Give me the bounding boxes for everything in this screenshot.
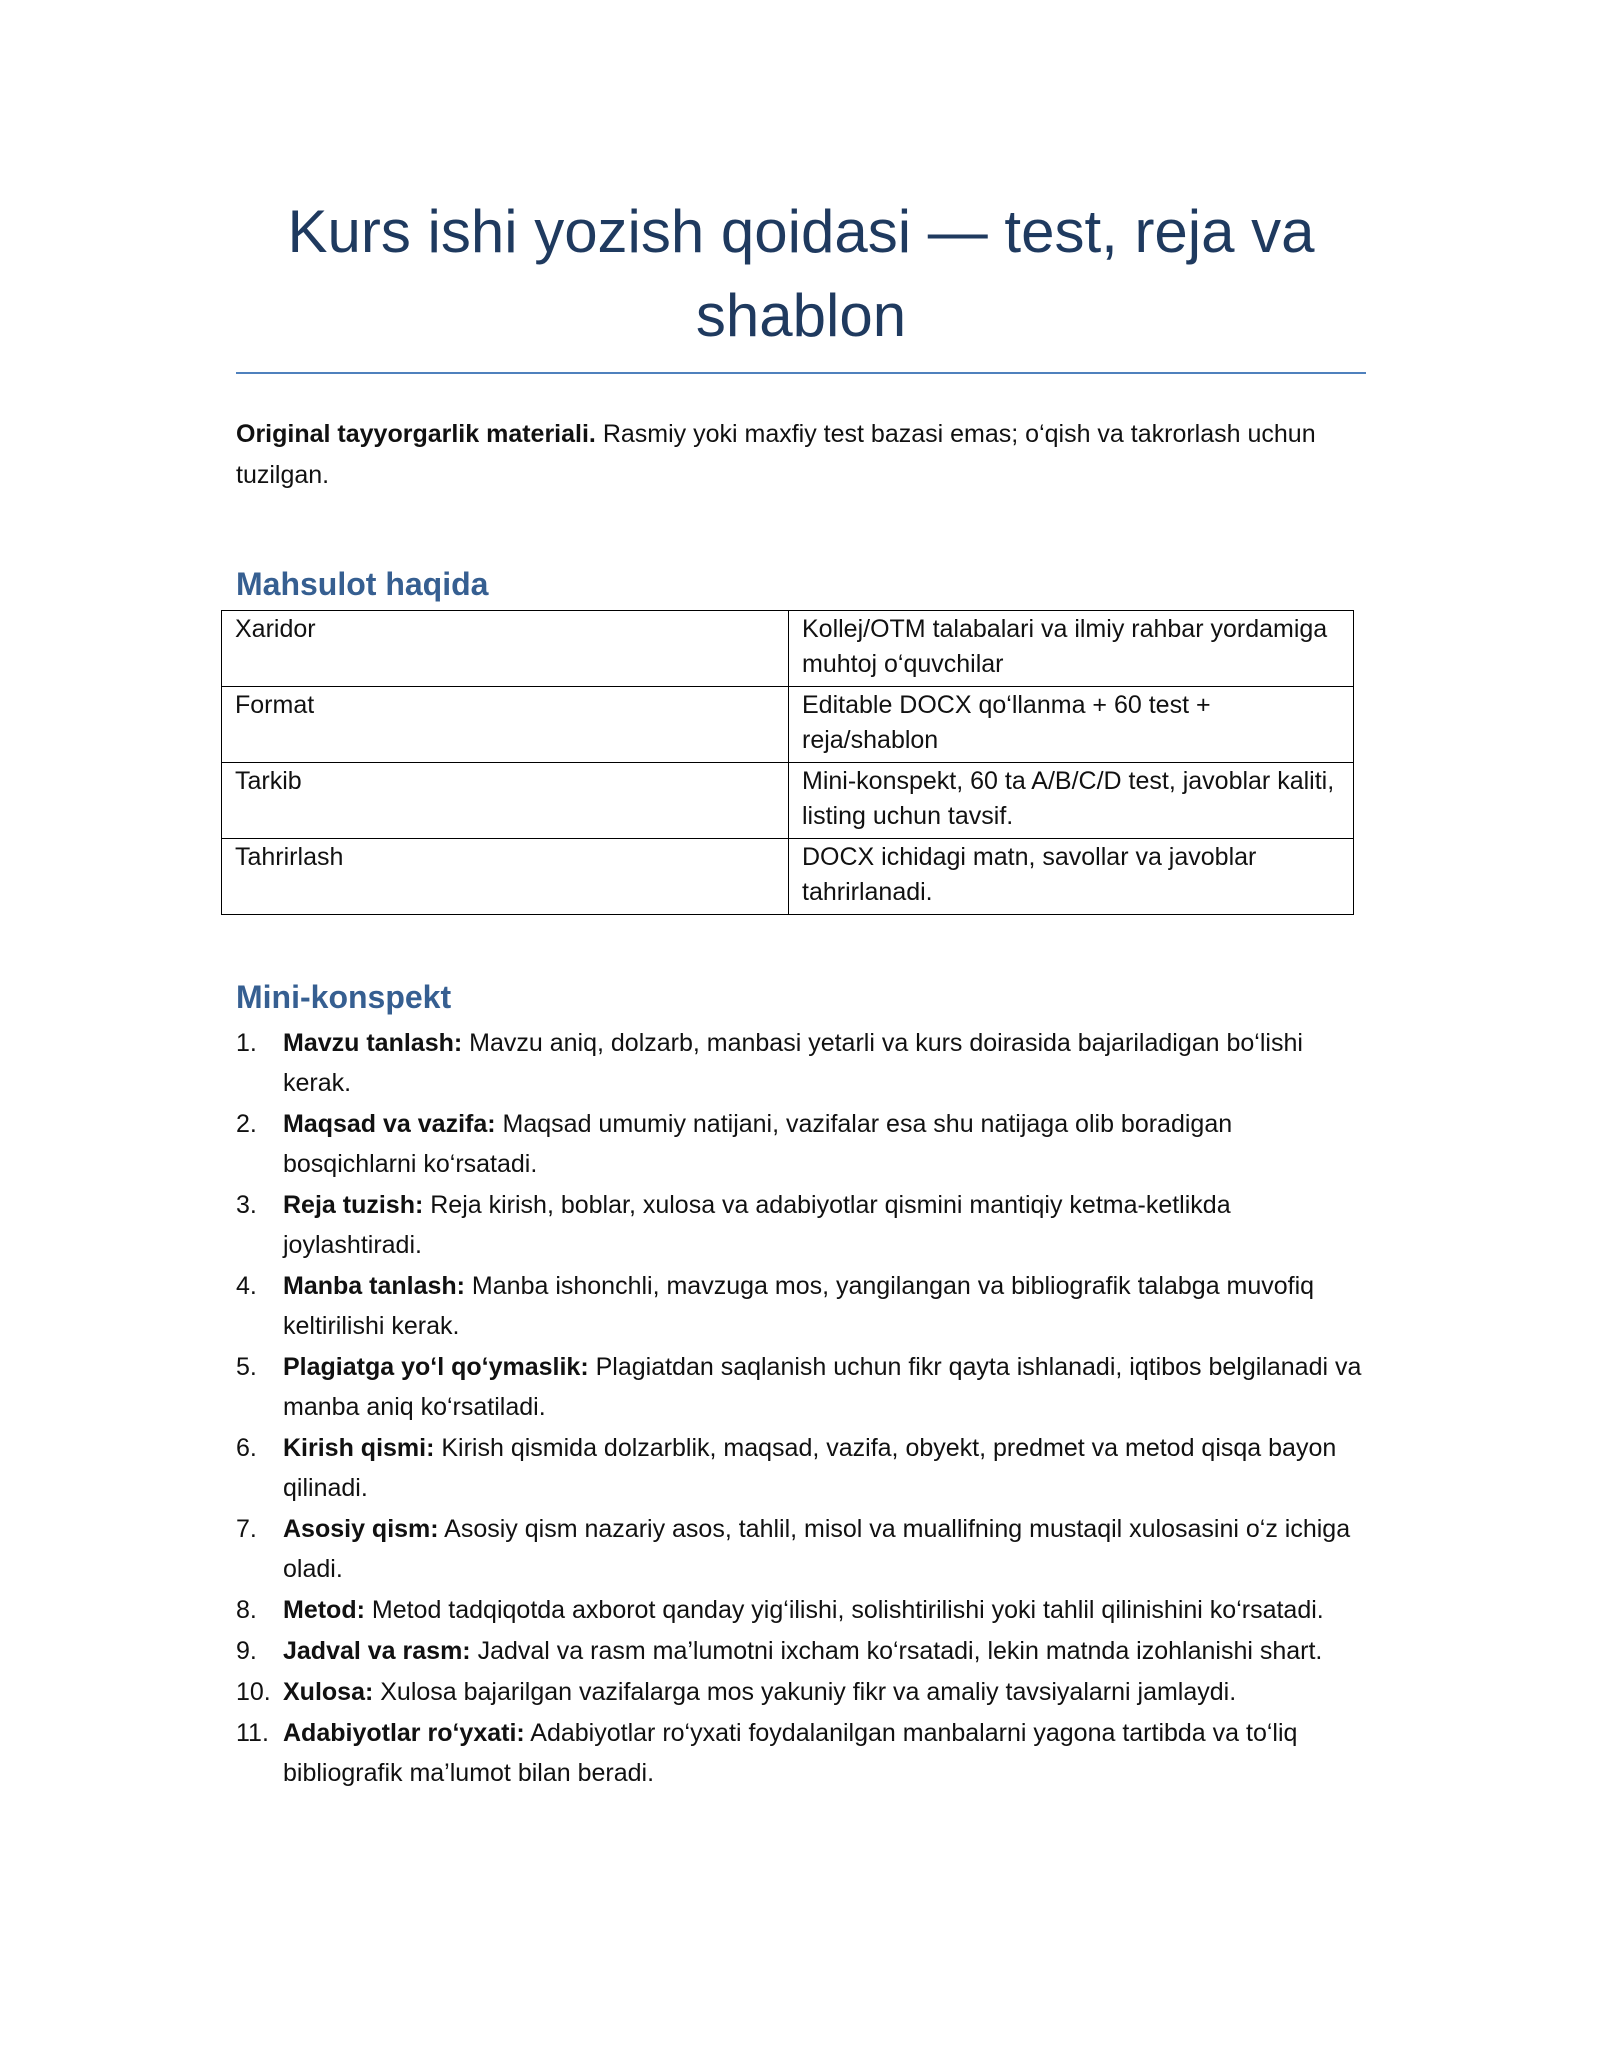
list-item-text: Manba ishonchli, mavzuga mos, yangilangan va bibliografik talabga muvofiq keltirilishi kerak. — [283, 1272, 1315, 1340]
list-item-term: Adabiyotlar ro‘yxati: — [283, 1719, 525, 1747]
table-value-cell: DOCX ichidagi matn, savollar va javoblar tahrirlanadi. — [789, 839, 1354, 915]
product-heading: Mahsulot haqida — [236, 566, 489, 602]
list-item-number: 11. — [236, 1719, 269, 1747]
list-item-text: Mavzu aniq, dolzarb, manbasi yetarli va kurs doirasida bajariladigan bo‘lishi kerak. — [283, 1029, 1303, 1097]
list-item — [236, 1590, 1366, 1630]
list-item-number: 10. — [236, 1678, 271, 1706]
table-row — [222, 687, 1354, 763]
list-item-text: Adabiyotlar ro‘yxati foydalanilgan manbalarni yagona tartibda va to‘liq bibliografik ma’lumot bilan beradi. — [283, 1719, 1298, 1787]
konspekt-heading: Mini-konspekt — [236, 979, 452, 1015]
table-value-cell: Kollej/OTM talabalari va ilmiy rahbar yordamiga muhtoj o‘quvchilar — [789, 611, 1354, 687]
intro-text: Rasmiy yoki maxfiy test bazasi emas; o‘qish va takrorlash uchun tuzilgan. — [236, 420, 1316, 489]
list-item-number: 1. — [236, 1029, 257, 1057]
list-item — [236, 1266, 1366, 1346]
list-item-term: Plagiatga yo‘l qo‘ymaslik: — [283, 1353, 589, 1381]
table-row — [222, 763, 1354, 839]
list-item-text: Jadval va rasm ma’lumotni ixcham ko‘rsatadi, lekin matnda izohlanishi shart. — [470, 1637, 1323, 1665]
list-item-text: Reja kirish, boblar, xulosa va adabiyotlar qismini mantiqiy ketma-ketlikda joylashtiradi. — [283, 1191, 1231, 1259]
list-item-number: 2. — [236, 1110, 257, 1138]
list-item-term: Jadval va rasm: — [283, 1637, 471, 1665]
list-item-term: Manba tanlash: — [283, 1272, 465, 1300]
list-item-term: Metod: — [283, 1596, 365, 1624]
table-value-cell: Mini-konspekt, 60 ta A/B/C/D test, javoblar kaliti, listing uchun tavsif. — [789, 763, 1354, 839]
list-item — [236, 1347, 1366, 1427]
intro-bold-text: Original tayyorgarlik materiali. — [236, 420, 596, 448]
list-item — [236, 1509, 1366, 1589]
list-item-text: Kirish qismida dolzarblik, maqsad, vazifa, obyekt, predmet va metod qisqa bayon qilinadi. — [283, 1434, 1337, 1502]
list-item-text: Xulosa bajarilgan vazifalarga mos yakuniy fikr va amaliy tavsiyalarni jamlaydi. — [373, 1678, 1237, 1706]
list-item-text: Maqsad umumiy natijani, vazifalar esa shu natijaga olib boradigan bosqichlarni ko‘rsatadi. — [283, 1110, 1233, 1178]
list-item-term: Xulosa: — [283, 1678, 374, 1706]
table-row — [222, 839, 1354, 915]
table-key-cell: Xaridor — [222, 611, 789, 687]
list-item — [236, 1428, 1366, 1508]
document-title: Kurs ishi yozish qoidasi — test, reja va shablon — [236, 190, 1366, 374]
list-item-text: Metod tadqiqotda axborot qanday yig‘ilishi, solishtirilishi yoki tahlil qilinishini ko‘rsatadi. — [364, 1596, 1324, 1624]
list-item-number: 5. — [236, 1353, 257, 1381]
list-item — [236, 1713, 1366, 1793]
table-key-cell: Tahrirlash — [222, 839, 789, 915]
list-item-number: 8. — [236, 1596, 257, 1624]
table-key-cell: Tarkib — [222, 763, 789, 839]
list-item — [236, 1023, 1366, 1103]
list-item — [236, 1185, 1366, 1265]
list-item-term: Maqsad va vazifa: — [283, 1110, 496, 1138]
intro-paragraph — [236, 414, 1366, 496]
list-item-term: Reja tuzish: — [283, 1191, 424, 1219]
list-item — [236, 1104, 1366, 1184]
list-item-term: Mavzu tanlash: — [283, 1029, 463, 1057]
list-item-number: 7. — [236, 1515, 257, 1543]
list-item — [236, 1672, 1366, 1712]
list-item — [236, 1631, 1366, 1671]
table-value-cell: Editable DOCX qo‘llanma + 60 test + reja/shablon — [789, 687, 1354, 763]
product-table — [221, 610, 1354, 915]
list-item-term: Asosiy qism: — [283, 1515, 439, 1543]
konspekt-list — [236, 1023, 1366, 1793]
list-item-number: 9. — [236, 1637, 257, 1665]
list-item-number: 6. — [236, 1434, 257, 1462]
table-row — [222, 611, 1354, 687]
list-item-number: 4. — [236, 1272, 257, 1300]
table-key-cell: Format — [222, 687, 789, 763]
list-item-text: Asosiy qism nazariy asos, tahlil, misol va muallifning mustaqil xulosasini o‘z ichiga oladi. — [283, 1515, 1351, 1583]
list-item-text: Plagiatdan saqlanish uchun fikr qayta ishlanadi, iqtibos belgilanadi va manba aniq ko‘rsatiladi. — [283, 1353, 1362, 1421]
list-item-term: Kirish qismi: — [283, 1434, 435, 1462]
document-page — [236, 190, 1366, 1794]
list-item-number: 3. — [236, 1191, 257, 1219]
